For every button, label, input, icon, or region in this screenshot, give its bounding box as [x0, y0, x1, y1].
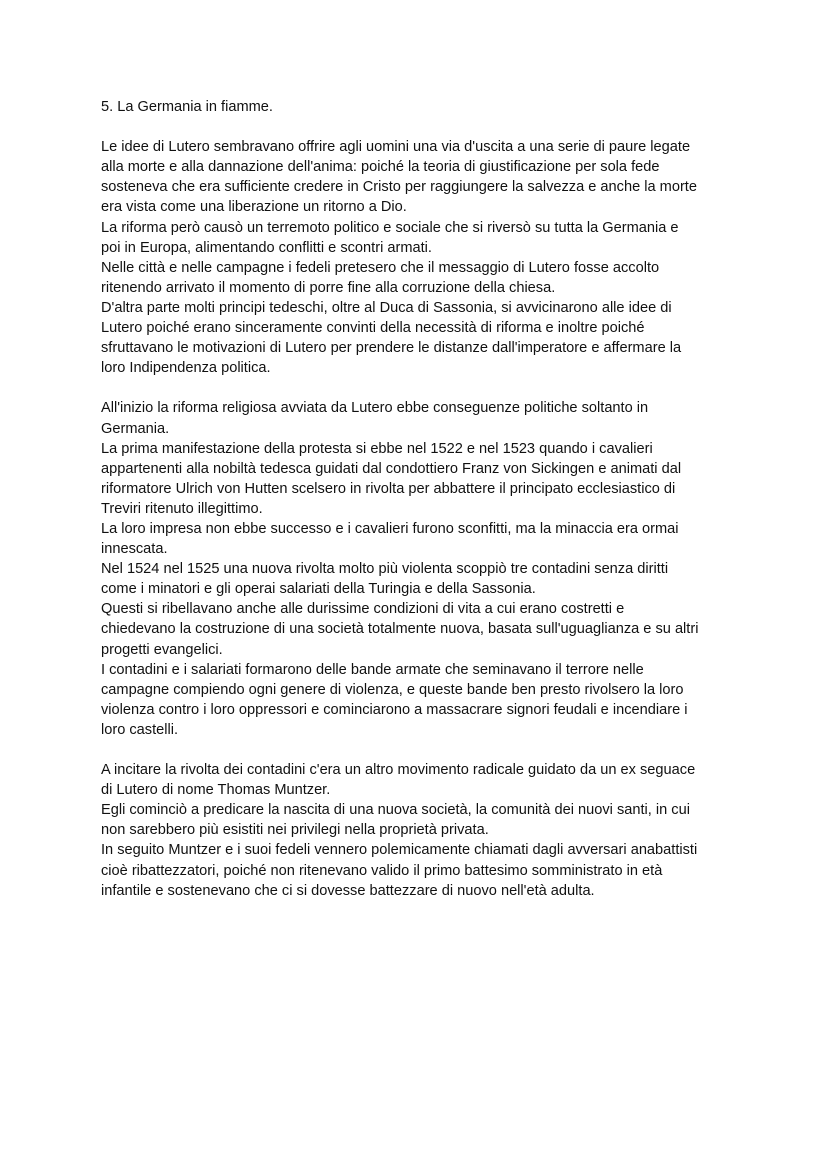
text-line: Nelle città e nelle campagne i fedeli pretesero che il messaggio di Lutero fosse accolto [101, 259, 660, 276]
paragraph-3 [101, 760, 731, 901]
text-line: Treviri ritenuto illegittimo. [101, 500, 263, 517]
text-line: In seguito Muntzer e i suoi fedeli vennero polemicamente chiamati dagli avversari anabattisti [101, 842, 698, 859]
document-title: 5. La Germania in fiamme. [101, 99, 273, 115]
text-line: Questi si ribellavano anche alle durissime condizioni di vita a cui erano costretti e [101, 601, 625, 618]
text-line: sfruttavano le motivazioni di Lutero per prendere le distanze dall'imperatore e affermare la [101, 340, 682, 357]
text-line: come i minatori e gli operai salariati della Turingia e della Sassonia. [101, 581, 536, 598]
text-line: A incitare la rivolta dei contadini c'era un altro movimento radicale guidato da un ex seguace [101, 762, 696, 779]
text-line: riformatore Ulrich von Hutten scelsero in rivolta per abbattere il principato ecclesiastico di [101, 480, 676, 497]
text-line: alla morte e alla dannazione dell'anima: poiché la teoria di giustificazione per sola fede [101, 159, 660, 176]
text-line: era vista come una liberazione un ritorno a Dio. [101, 199, 407, 216]
text-line: campagne compiendo ogni genere di violenza, e queste bande ben presto rivolsero la loro [101, 681, 684, 698]
text-line: cioè ribattezzatori, poiché non ritenevano valido il primo battesimo somministrato in età [101, 862, 663, 879]
text-line: sosteneva che era sufficiente credere in Cristo per raggiungere la salvezza e anche la morte [101, 179, 697, 196]
text-line: ritenendo arrivato il momento di porre fine alla corruzione della chiesa. [101, 279, 556, 296]
text-line: All'inizio la riforma religiosa avviata da Lutero ebbe conseguenze politiche soltanto in [101, 400, 649, 417]
text-line: I contadini e i salariati formarono delle bande armate che seminavano il terrore nelle [101, 661, 644, 678]
paragraph-1 [101, 137, 731, 378]
text-line: La prima manifestazione della protesta si ebbe nel 1522 e nel 1523 quando i cavalieri [101, 440, 653, 457]
text-line: D'altra parte molti principi tedeschi, oltre al Duca di Sassonia, si avvicinarono alle idee di [101, 299, 672, 316]
text-line: di Lutero di nome Thomas Muntzer. [101, 782, 331, 799]
text-line: appartenenti alla nobiltà tedesca guidati dal condottiero Franz von Sickingen e animati dal [101, 460, 682, 477]
text-line: progetti evangelici. [101, 641, 223, 658]
text-line: Lutero poiché erano sinceramente convinti della necessità di riforma e inoltre poiché [101, 320, 645, 337]
paragraph-2 [101, 398, 731, 740]
text-line: violenza contro i loro oppressori e cominciarono a massacrare signori feudali e incendiare i [101, 701, 688, 718]
text-line: infantile e sostenevano che ci si dovesse battezzare di nuovo nell'età adulta. [101, 882, 595, 899]
text-line: loro Indipendenza politica. [101, 360, 271, 377]
text-line: Le idee di Lutero sembravano offrire agli uomini una via d'uscita a una serie di paure legate [101, 139, 691, 156]
text-line: Germania. [101, 420, 170, 437]
text-line: La loro impresa non ebbe successo e i cavalieri furono sconfitti, ma la minaccia era ormai [101, 520, 679, 537]
text-line: innescata. [101, 541, 168, 558]
spacer [101, 740, 731, 760]
spacer [101, 117, 731, 137]
text-line: loro castelli. [101, 721, 179, 738]
document-body [101, 97, 731, 901]
text-line: Egli cominciò a predicare la nascita di una nuova società, la comunità dei nuovi santi, in cui [101, 802, 690, 819]
spacer [101, 378, 731, 398]
text-line: poi in Europa, alimentando conflitti e scontri armati. [101, 239, 432, 256]
text-line: non sarebbero più esistiti nei privilegi nella proprietà privata. [101, 822, 489, 839]
text-line: Nel 1524 nel 1525 una nuova rivolta molto più violenta scoppiò tre contadini senza diritti [101, 561, 669, 578]
text-line: La riforma però causò un terremoto politico e sociale che si riversò su tutta la Germania e [101, 219, 679, 236]
text-line: chiedevano la costruzione di una società totalmente nuova, basata sull'uguaglianza e su altri [101, 621, 699, 638]
